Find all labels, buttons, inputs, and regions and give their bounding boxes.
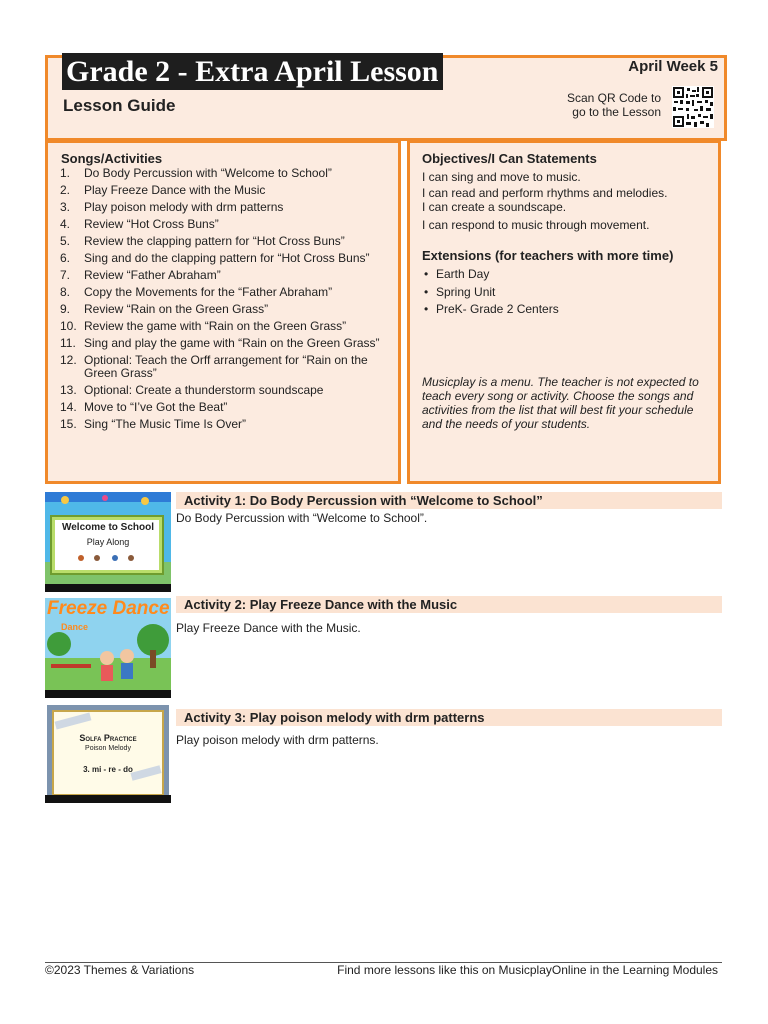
list-item [60,286,390,299]
page-subtitle: Lesson Guide [63,96,176,115]
item-text: Review the clapping pattern for “Hot Cross Buns” [84,234,345,248]
item-number: 10. [60,319,77,333]
objective-item: I can create a soundscape. [422,200,567,214]
activity-3-description: Play poison melody with drm patterns. [176,733,379,747]
item-number: 8. [60,285,71,299]
item-number: 11. [60,336,76,350]
list-item [60,167,390,180]
songs-list [60,167,390,435]
bullet-icon: • [424,285,429,299]
item-number: 13. [60,383,77,397]
list-item [60,252,390,265]
week-label: April Week 5 [628,58,718,75]
item-number: 9. [60,302,71,316]
item-number: 15. [60,417,77,431]
list-item [60,401,390,414]
item-text: Play Freeze Dance with the Music [84,183,266,197]
list-item [60,418,390,431]
thumb-title: Welcome to School [61,522,155,533]
item-text: Review “Rain on the Green Grass” [84,302,269,316]
list-item [60,201,390,214]
scan-line-2: go to the Lesson [572,105,661,119]
extension-text: Earth Day [436,267,490,281]
item-number: 4. [60,217,71,231]
item-number: 6. [60,251,71,265]
item-text: Move to “I’ve Got the Beat” [84,400,228,414]
item-number: 7. [60,268,71,282]
activity-1-description: Do Body Percussion with “Welcome to School”. [176,511,428,525]
item-text: Sing “The Music Time Is Over” [84,417,247,431]
footer-copyright: ©2023 Themes & Variations [45,963,195,977]
extension-item [424,267,489,281]
activity-1-thumbnail[interactable] [45,492,171,592]
scan-line-1: Scan QR Code to [566,91,661,105]
activity-2-thumbnail[interactable] [45,598,171,698]
qr-code-icon[interactable] [672,86,714,128]
activity-2-description: Play Freeze Dance with the Music. [176,621,361,635]
item-text: Copy the Movements for the “Father Abraham” [84,285,333,299]
list-item [60,320,390,333]
activity-3-thumbnail[interactable] [45,703,171,803]
item-number: 12. [60,353,77,367]
thumb-title: Freeze Dance [47,598,170,619]
page-title: Grade 2 - Extra April Lesson [62,53,443,90]
item-number: 1. [60,166,71,180]
list-item [60,303,390,316]
thumb-subtitle: Play Along [86,537,130,547]
item-number: 2. [60,183,71,197]
item-number: 14. [60,400,77,414]
item-text: Review “Father Abraham” [84,268,221,282]
objective-item: I can sing and move to music. [422,170,581,184]
item-text: Sing and do the clapping pattern for “Hot Cross Buns” [84,251,370,265]
list-item [60,337,390,350]
objectives-heading: Objectives/I Can Statements [422,151,597,166]
activity-1-title: Activity 1: Do Body Percussion with “Welcome to School” [176,492,722,509]
songs-heading: Songs/Activities [61,151,163,166]
extension-item [424,302,559,316]
activity-2-title: Activity 2: Play Freeze Dance with the Music [176,596,722,613]
extension-item [424,285,495,299]
item-text: Review “Hot Cross Buns” [84,217,219,231]
thumb-subtitle: Dance [61,622,89,632]
solfa-practice-video-thumbnail [45,703,171,803]
thumb-title: Solfa Practice [79,733,137,743]
bullet-icon: • [424,302,429,316]
list-item [60,269,390,282]
objective-item: I can read and perform rhythms and melodies. [422,186,668,200]
item-text: Optional: Teach the Orff arrangement for “Rain on the Green Grass” [84,353,368,380]
item-number: 5. [60,234,71,248]
item-text: Do Body Percussion with “Welcome to School” [84,166,332,180]
objective-item: I can respond to music through movement. [422,218,650,232]
list-item [60,184,390,197]
list-item [60,354,390,380]
extension-text: Spring Unit [436,285,496,299]
bullet-icon: • [424,267,429,281]
thumb-pattern: 3. mi - re - do [83,765,133,774]
teacher-note: Musicplay is a menu. The teacher is not expected to teach every song or activity. Choose the songs and activities from the list that will best fit your schedule and the needs of your students. [422,375,699,431]
item-number: 3. [60,200,71,214]
extensions-heading: Extensions (for teachers with more time) [422,248,674,263]
item-text: Sing and play the game with “Rain on the Green Grass” [84,336,380,350]
list-item [60,235,390,248]
footer-link-text: Find more lessons like this on MusicplayOnline in the Learning Modules [337,963,718,977]
item-text: Optional: Create a thunderstorm soundscape [84,383,324,397]
extension-text: PreK- Grade 2 Centers [436,302,559,316]
item-text: Review the game with “Rain on the Green Grass” [84,319,347,333]
item-text: Play poison melody with drm patterns [84,200,284,214]
list-item [60,218,390,231]
list-item [60,384,390,397]
thumb-subtitle: Poison Melody [85,745,131,752]
qr-code-graphic [672,86,714,128]
scan-instruction [567,91,661,119]
activity-3-title: Activity 3: Play poison melody with drm patterns [176,709,722,726]
